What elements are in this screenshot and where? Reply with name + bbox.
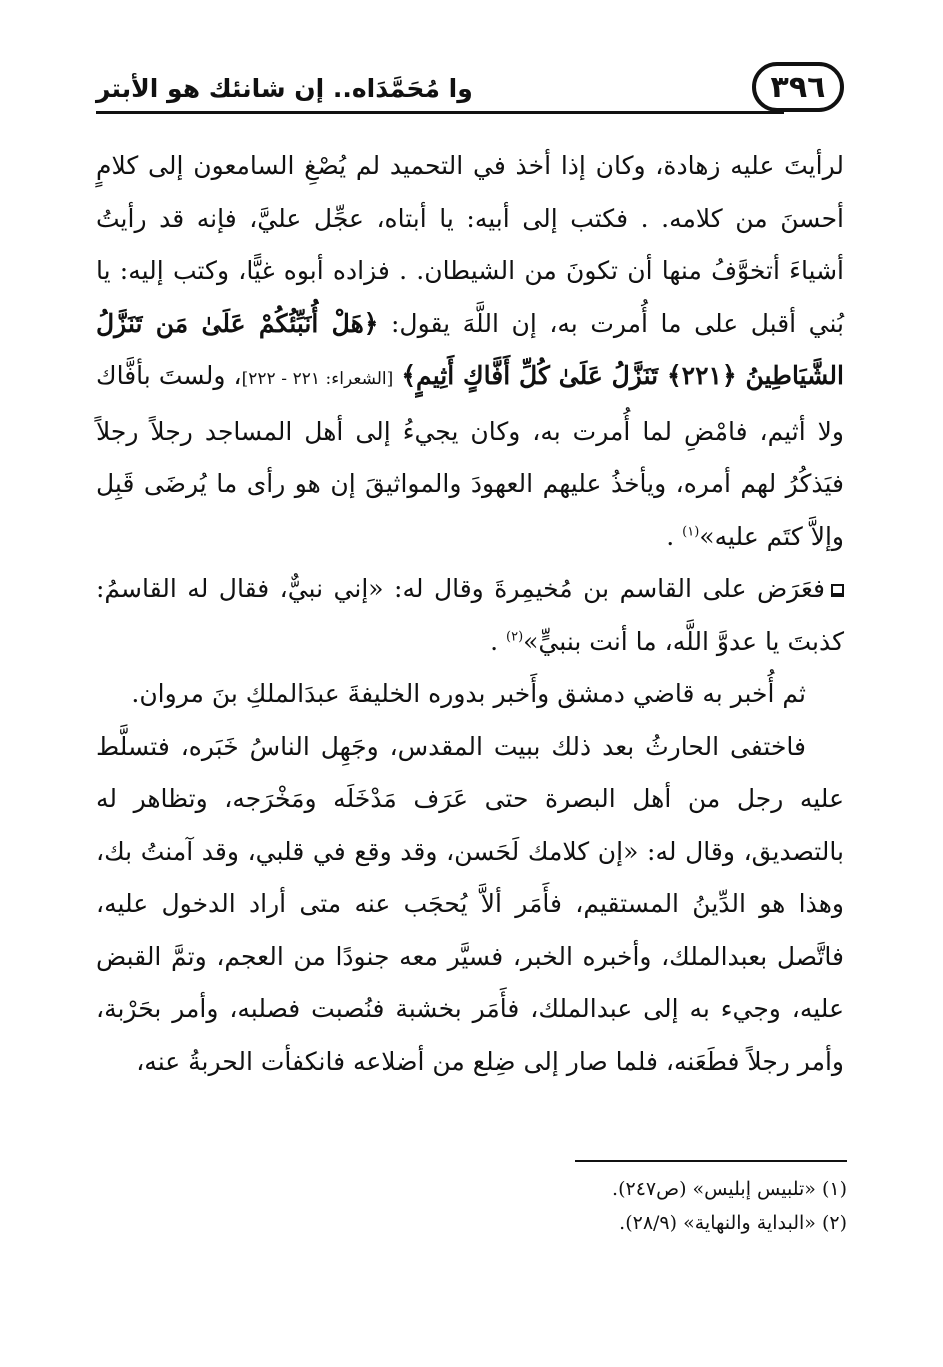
- header-rule: [96, 111, 784, 114]
- paragraph-2: [96, 563, 844, 668]
- footnote-2: (٢) «البداية والنهاية» (٢٨/٩).: [619, 1212, 847, 1234]
- footnote-ref-2: (٢): [506, 629, 524, 645]
- footnote-ref-1: (١): [682, 524, 700, 540]
- footnotes: [99, 1172, 847, 1240]
- body-text: [96, 140, 844, 1088]
- paragraph-1-text-end: ، ولستَ بأفَّاك ولا أثيم، فامْضِ لما أُمرت به، وكان يجيءُ إلى أهل المساجد رجلاً رجلاً فيَذكُرُ لهم أمره، ويأخذُ عليهم العهودَ والمواثيقَ إن هو رأى ما يُرضَى قَبِل وإلاَّ كتَم عليه»: [96, 361, 844, 551]
- footnote-1: (١) «تلبيس إبليس» (ص٢٤٧).: [612, 1178, 847, 1200]
- paragraph-1-period: .: [666, 521, 683, 551]
- square-bullet-icon: [831, 584, 844, 597]
- page-number: ٣٩٦: [752, 62, 844, 112]
- running-title: وا مُحَمَّدَاه.. إن شانئك هو الأبتر: [96, 74, 473, 103]
- paragraph-1: [96, 140, 844, 563]
- footnote-separator: [575, 1160, 847, 1162]
- paragraph-4: فاختفى الحارثُ بعد ذلك ببيت المقدس، وجَهِل الناسُ خَبَره، فتسلَّط عليه رجل من أهل البصرة حتى عَرَف مَدْخَلَه ومَخْرَجه، وتظاهر له بالتصديق، وقال له: «إن كلامك لَحَسن، وقد وقع في قلبي، وقد آمنتُ بك، وهذا هو الدِّينُ المستقيم، فأَمَر ألاَّ يُحجَب عنه متى أراد الدخول عليه، فاتَّصل بعبدالملك، وأخبره الخبر، فسيَّر معه جنودًا من العجم، وتمَّ القبض عليه، وجيء به إلى عبدالملك، فأَمَر بخشبة فنُصبت فصلبه، وأمر بحَرْبة، وأمر رجلاً فطَعَنه، فلما صار إلى ضِلع من أضلاعه فانكفأت الحربةُ عنه،: [96, 731, 844, 1076]
- verse-citation: [الشعراء: ٢٢١ - ٢٢٢]: [241, 369, 394, 389]
- paragraph-1-text-start: لرأيتَ عليه زهادة، وكان إذا أخذ في التحميد لم يُصْغِ السامعون إلى كلامٍ أحسنَ من كلامه. . فكتب إلى أبيه: يا أبتاه، عجِّل عليَّ، فإنه قد رأيتُ أشياءَ أتخوَّفُ منها أن تكونَ من الشيطان. . فزاده أبوه غيًّا، وكتب إليه: يا بُني أقبل على ما أُمرت به، إن اللَّهَ يقول:: [96, 151, 845, 338]
- page-header: [96, 62, 844, 122]
- paragraph-2-period: .: [490, 626, 506, 656]
- paragraph-3: ثم أُخبر به قاضي دمشق وأَخبر بدوره الخليفةَ عبدَالملكِ بنَ مروان.: [131, 679, 806, 708]
- quran-verse: ﴿هَلْ أُنَبِّئُكُمْ عَلَىٰ مَن تَنَزَّلُ الشَّيَاطِينُ ﴿٢٢١﴾ تَنَزَّلُ عَلَىٰ كُلِّ أَفَّاكٍ أَثِيمٍ﴾: [96, 308, 844, 390]
- paragraph-2-text: فعَرَض على القاسم بن مُخيمِرةَ وقال له: «إني نبيٌّ، فقال له القاسمُ: كذبتَ يا عدوَّ اللَّه، ما أنت بنبيٍّ»: [96, 574, 844, 656]
